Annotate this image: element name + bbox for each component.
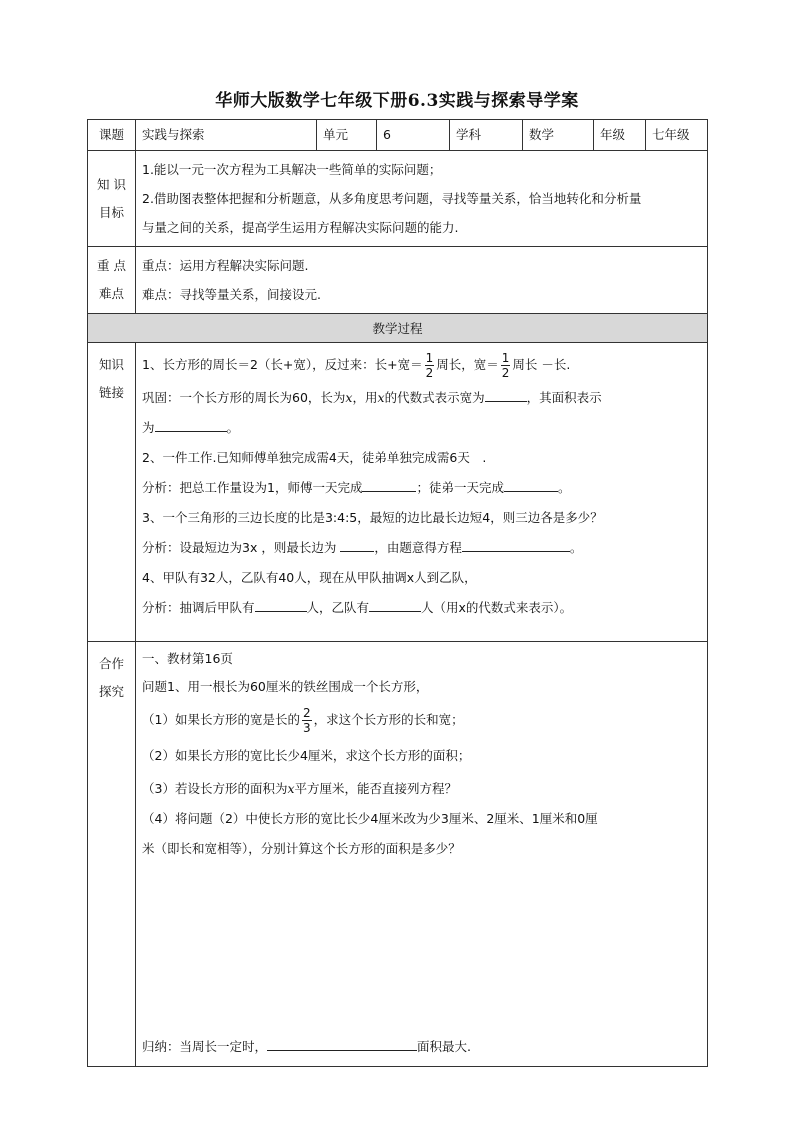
answer-blank[interactable]: [369, 597, 421, 612]
two-thirds-fraction: $\frac{2}{3}$: [302, 706, 311, 735]
answer-blank[interactable]: [155, 417, 227, 432]
answer-blank[interactable]: [362, 477, 416, 492]
page-title: 华师大版数学七年级下册6.3实践与探索导学案: [215, 91, 579, 111]
half-fraction-2: $\frac{1}{2}$: [501, 351, 510, 380]
explore-row: [88, 642, 708, 1067]
answer-blank[interactable]: [485, 387, 527, 402]
topic-value: 实践与探索: [136, 120, 317, 151]
knowledge-line-3: 为 。: [142, 413, 701, 443]
focus-label-top: 重 点: [97, 258, 126, 273]
explore-line-3: （1）如果长方形的宽是长的 $\frac{2}{3}$ ，求这个长方形的长和宽；: [142, 706, 464, 735]
knowledge-content: [136, 343, 708, 642]
grade-label: 年级: [594, 120, 646, 151]
goal-line-1: 1.能以一元一次方程为工具解决一些简单的实际问题；: [142, 162, 442, 177]
explore-line-5: （3）若设长方形的面积为x平方厘米，能否直接列方程？: [142, 781, 458, 796]
knowledge-1-a: 1、长方形的周长＝2（长+宽），反过来：长+宽＝: [142, 357, 423, 372]
var-x: x: [287, 781, 295, 796]
knowledge-label: 知识链接: [88, 343, 136, 642]
subject-label: 学科: [450, 120, 523, 151]
var-x: x: [345, 390, 353, 405]
goals-label-bottom: 目标: [98, 204, 124, 220]
knowledge-line-7: 分析：设最短边为3x ，则最长边为 ，由题意得方程 。: [142, 533, 701, 563]
answer-blank[interactable]: [255, 597, 307, 612]
process-header: 教学过程: [88, 314, 708, 343]
explore-line-6: （4）将问题（2）中使长方形的宽比长少4厘米改为少3厘米、2厘米、1厘米和0厘: [142, 811, 598, 826]
knowledge-line-4: 2、一件工作.已知师傅单独完成需4天，徒弟单独完成需6天 .: [142, 450, 487, 465]
answer-blank[interactable]: [504, 477, 558, 492]
knowledge-row: [88, 343, 708, 642]
explore-line-1: 一、教材第16页: [142, 651, 233, 666]
knowledge-line-2: 巩固：一个长方形的周长为60，长为x，用x的代数式表示宽为 ，其面积表示: [142, 383, 701, 413]
goals-content: [136, 151, 708, 247]
answer-blank[interactable]: [340, 537, 374, 552]
half-fraction-1: $\frac{1}{2}$: [425, 351, 434, 380]
difficult-point: 难点：寻找等量关系，间接设元.: [142, 287, 321, 302]
process-header-row: [88, 314, 708, 343]
topic-label: 课题: [88, 120, 136, 151]
goal-line-2: 2.借助图表整体把握和分析题意，从多角度思考问题，寻找等量关系，恰当地转化和分析量: [142, 191, 642, 206]
explore-line-7: 米（即长和宽相等），分别计算这个长方形的面积是多少？: [142, 841, 461, 856]
knowledge-1-c: 周长 －长.: [512, 357, 571, 372]
knowledge-line-6: 3、一个三角形的三边长度的比是3:4:5，最短的边比最长边短4，则三边各是多少？: [142, 510, 603, 525]
conclusion-line: 归纳：当周长一定时， 面积最大.: [142, 1032, 471, 1062]
lesson-plan-table: [87, 119, 708, 1067]
knowledge-line-8: 4、甲队有32人，乙队有40人，现在从甲队抽调x人到乙队，: [142, 570, 477, 585]
knowledge-1-b: 周长，宽＝: [436, 357, 499, 372]
explore-line-2: 问题1、用一根长为60厘米的铁丝围成一个长方形，: [142, 679, 429, 694]
focus-content: [136, 247, 708, 314]
answer-blank[interactable]: [462, 537, 570, 552]
var-x: x: [377, 390, 385, 405]
grade-value: 七年级: [646, 120, 708, 151]
unit-value: 6: [377, 120, 450, 151]
explore-line-4: （2）如果长方形的宽比长少4厘米，求这个长方形的面积；: [142, 748, 471, 763]
goals-row: [88, 151, 708, 247]
knowledge-line-9: 分析：抽调后甲队有 人，乙队有 人（用x的代数式来表示）。: [142, 593, 701, 623]
unit-label: 单元: [317, 120, 377, 151]
subject-value: 数学: [523, 120, 594, 151]
focus-row: [88, 247, 708, 314]
header-row: [88, 120, 708, 151]
goals-label: [88, 151, 136, 247]
goal-line-3: 与量之间的关系，提高学生运用方程解决实际问题的能力.: [142, 220, 459, 235]
explore-content: [136, 642, 708, 1067]
knowledge-line-1: [142, 347, 701, 383]
goals-label-top: 知 识: [97, 176, 126, 192]
focus-label: [88, 247, 136, 314]
explore-label: 合作探究: [88, 642, 136, 1067]
focus-label-bottom: 难点: [98, 286, 124, 301]
answer-blank[interactable]: [267, 1036, 417, 1051]
key-point: 重点：运用方程解决实际问题.: [142, 258, 309, 273]
knowledge-line-5: 分析：把总工作量设为1，师傅一天完成 ；徒弟一天完成 。: [142, 473, 701, 503]
